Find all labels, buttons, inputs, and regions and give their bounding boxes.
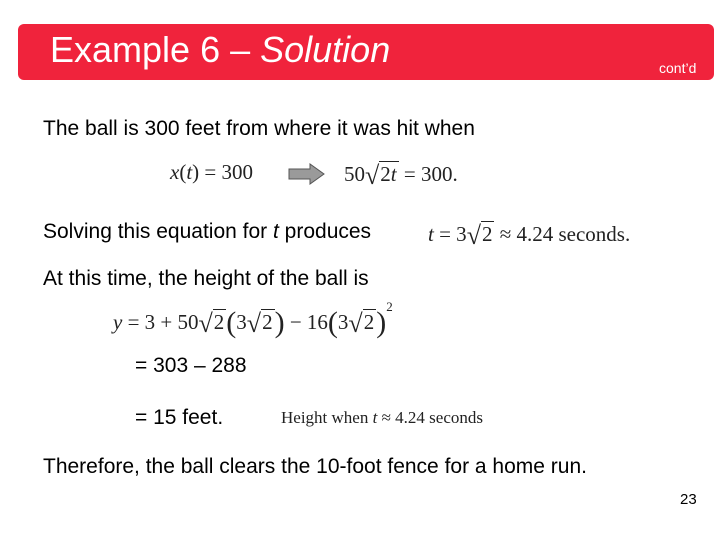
eq1-coef: 50 — [344, 162, 365, 186]
eq3-y: y — [113, 310, 123, 334]
eq2-var: t — [428, 222, 434, 246]
sqrt-2-c: √2 — [348, 309, 375, 338]
note-suffix: ≈ 4.24 seconds — [381, 408, 483, 427]
right-arrow-icon — [288, 163, 326, 185]
equation-1-left: x(t) = 300 — [170, 160, 254, 184]
continued-label: cont’d — [659, 60, 697, 76]
sqrt-2t: √2t — [365, 161, 397, 190]
eq1-left-text: = 300 — [204, 160, 254, 184]
page-title — [50, 30, 390, 70]
paren-open-2: ( — [327, 306, 338, 339]
eq1-rest: = 300. — [403, 162, 458, 186]
text-line-2 — [43, 219, 371, 244]
line2-var: t — [272, 220, 279, 243]
title-italic: Solution — [260, 29, 391, 70]
note-var: t — [372, 408, 378, 427]
sqrt-2: √2 — [466, 221, 493, 250]
text-line-1: The ball is 300 feet from where it was hit when — [43, 117, 475, 140]
paren-close-1: ) — [274, 306, 285, 339]
text-line-4: = 303 – 288 — [135, 354, 247, 377]
title-main: Example 6 – — [50, 29, 251, 70]
paren-close-2: ) — [376, 306, 387, 339]
eq3-inner-2: 3 — [337, 310, 349, 334]
note-prefix: Height when — [281, 408, 369, 427]
text-line-5: = 15 feet. — [135, 406, 224, 429]
height-note — [281, 408, 483, 428]
eq3-exponent: 2 — [386, 299, 393, 314]
page-number: 23 — [680, 491, 697, 508]
text-line-6: Therefore, the ball clears the 10-foot fence for a home run. — [43, 455, 587, 478]
eq2-eq: = 3 — [439, 222, 467, 246]
eq3-inner-1: 3 — [236, 310, 247, 334]
eq3-minus: − 16 — [289, 310, 328, 334]
text-line-3: At this time, the height of the ball is — [43, 267, 369, 290]
line2-suffix: produces — [284, 220, 372, 243]
eq1-radicand: 2t — [380, 162, 397, 186]
eq3-a: = 3 + 50 — [127, 310, 199, 334]
sqrt-2-b: √2 — [246, 309, 273, 338]
sqrt-2-a: √2 — [198, 309, 225, 338]
line2-prefix: Solving this equation for — [43, 220, 268, 243]
equation-3 — [113, 299, 393, 339]
equation-1-right — [344, 160, 458, 190]
paren-open-1: ( — [226, 306, 237, 339]
eq2-rest: ≈ 4.24 seconds. — [499, 222, 631, 246]
equation-2 — [428, 220, 631, 250]
